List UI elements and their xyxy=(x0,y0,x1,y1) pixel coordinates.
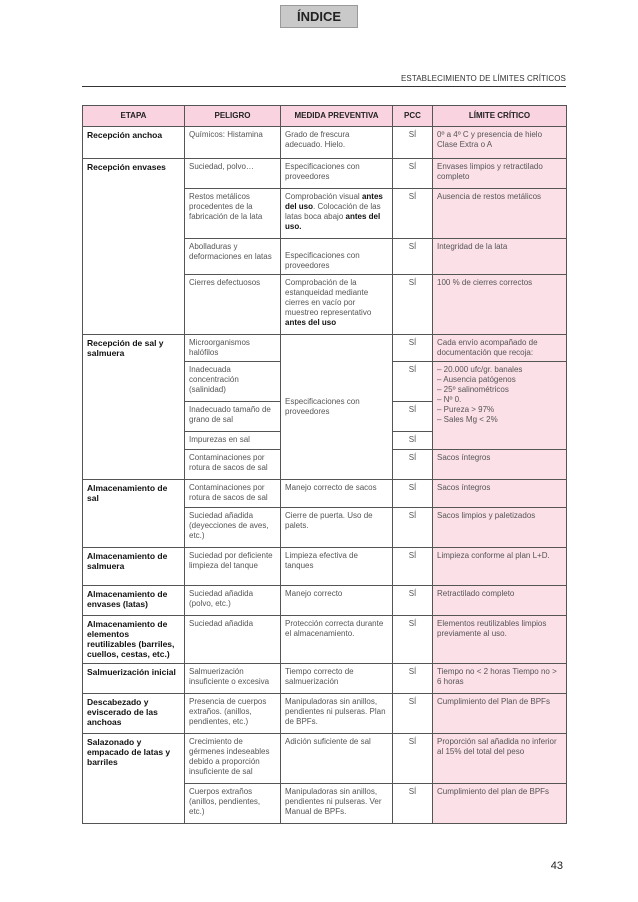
etapa-cell: Almacenamiento de elementos reutilizables (barriles, cuellos, cestas, etc.) xyxy=(83,616,185,664)
pcc-cell: SÍ xyxy=(393,480,433,508)
limite-cell: Proporción sal añadida no inferior al 15% del total del peso xyxy=(433,734,567,784)
medida-cell: Especificaciones con proveedores xyxy=(281,335,393,480)
limite-cell: Ausencia de restos metálicos xyxy=(433,189,567,239)
limite-cell: Cumplimiento del Plan de BPFs xyxy=(433,694,567,734)
table-row xyxy=(83,664,567,694)
pcc-cell: SÍ xyxy=(393,159,433,189)
medida-cell: Grado de frescura adecuado. Hielo. xyxy=(281,127,393,159)
medida-emphasis: antes del uso. xyxy=(285,212,381,231)
peligro-cell: Químicos: Histamina xyxy=(185,127,281,159)
pcc-cell: SÍ xyxy=(393,450,433,480)
limite-cell: Cada envío acompañado de documentación que recoja: xyxy=(433,335,567,362)
index-button[interactable]: ÍNDICE xyxy=(280,5,358,28)
pcc-cell: SÍ xyxy=(393,189,433,239)
limite-list-item: – Ausencia patógenos xyxy=(437,375,516,384)
peligro-cell: Microorganismos halófilos xyxy=(185,335,281,362)
peligro-cell: Crecimiento de gérmenes indeseables debido a proporción insuficiente de sal xyxy=(185,734,281,784)
column-header-pcc: PCC xyxy=(393,106,433,127)
medida-cell xyxy=(281,189,393,239)
limite-cell: Retractilado completo xyxy=(433,586,567,616)
critical-limits-table xyxy=(82,105,567,824)
table-row xyxy=(83,616,567,664)
limite-cell: 100 % de cierres correctos xyxy=(433,275,567,335)
pcc-cell: SÍ xyxy=(393,335,433,362)
limite-cell: Envases limpios y retractilado completo xyxy=(433,159,567,189)
pcc-cell: SÍ xyxy=(393,548,433,586)
pcc-cell: SÍ xyxy=(393,616,433,664)
limite-cell: Elementos reutilizables limpios previamente al uso. xyxy=(433,616,567,664)
peligro-cell: Salmuerización insuficiente o excesiva xyxy=(185,664,281,694)
pcc-cell: SÍ xyxy=(393,275,433,335)
table-row xyxy=(83,335,567,362)
medida-cell: Manipuladoras sin anillos, pendientes ni pulseras. Ver Manual de BPFs. xyxy=(281,784,393,824)
medida-cell: Manipuladoras sin anillos, pendientes ni pulseras. Plan de BPFs. xyxy=(281,694,393,734)
peligro-cell: Suciedad por deficiente limpieza del tanque xyxy=(185,548,281,586)
medida-cell: Especificaciones con proveedores xyxy=(281,239,393,275)
table-row xyxy=(83,586,567,616)
peligro-cell: Suciedad añadida (polvo, etc.) xyxy=(185,586,281,616)
medida-cell xyxy=(281,275,393,335)
peligro-cell: Cierres defectuosos xyxy=(185,275,281,335)
pcc-cell: SÍ xyxy=(393,362,433,402)
limite-cell: Limpieza conforme al plan L+D. xyxy=(433,548,567,586)
medida-cell: Protección correcta durante el almacenamiento. xyxy=(281,616,393,664)
etapa-cell: Almacenamiento de salmuera xyxy=(83,548,185,586)
table-row xyxy=(83,159,567,189)
etapa-cell: Recepción de sal y salmuera xyxy=(83,335,185,480)
peligro-cell: Impurezas en sal xyxy=(185,432,281,450)
page-number: 43 xyxy=(550,860,563,872)
peligro-cell: Inadecuado tamaño de grano de sal xyxy=(185,402,281,432)
etapa-cell: Salmuerización inicial xyxy=(83,664,185,694)
pcc-cell: SÍ xyxy=(393,694,433,734)
table-row xyxy=(83,127,567,159)
etapa-cell: Recepción anchoa xyxy=(83,127,185,159)
limite-list-item: – Nº 0. xyxy=(437,395,462,404)
peligro-cell: Abolladuras y deformaciones en latas xyxy=(185,239,281,275)
pcc-cell: SÍ xyxy=(393,127,433,159)
limite-cell: Sacos limpios y paletizados xyxy=(433,508,567,548)
medida-cell: Manejo correcto xyxy=(281,586,393,616)
column-header-peligro: PELIGRO xyxy=(185,106,281,127)
limite-cell: 0º a 4º C y presencia de hielo Clase Extra o A xyxy=(433,127,567,159)
medida-cell: Adición suficiente de sal xyxy=(281,734,393,784)
limite-cell: Tiempo no < 2 horas Tiempo no > 6 horas xyxy=(433,664,567,694)
column-header-limite: LÍMITE CRÍTICO xyxy=(433,106,567,127)
limite-list-item: – 20.000 ufc/gr. banales xyxy=(437,365,523,374)
peligro-cell: Presencia de cuerpos extraños. (anillos, pendientes, etc.) xyxy=(185,694,281,734)
peligro-cell: Cuerpos extraños (anillos, pendientes, etc.) xyxy=(185,784,281,824)
column-header-medida: MEDIDA PREVENTIVA xyxy=(281,106,393,127)
pcc-cell: SÍ xyxy=(393,239,433,275)
peligro-cell: Contaminaciones por rotura de sacos de sal xyxy=(185,480,281,508)
etapa-cell: Almacenamiento de sal xyxy=(83,480,185,548)
medida-text: Comprobación de la estanqueidad mediante cierres en vacío por muestreo representativo xyxy=(285,278,372,317)
medida-cell: Manejo correcto de sacos xyxy=(281,480,393,508)
limite-list-item: – 25º salinométricos xyxy=(437,385,509,394)
table-row xyxy=(83,548,567,586)
table-row xyxy=(83,694,567,734)
medida-cell: Especificaciones con proveedores xyxy=(281,159,393,189)
limite-cell: Cumplimiento del plan de BPFs xyxy=(433,784,567,824)
pcc-cell: SÍ xyxy=(393,402,433,432)
peligro-cell: Suciedad añadida (deyecciones de aves, etc.) xyxy=(185,508,281,548)
medida-cell: Tiempo correcto de salmuerización xyxy=(281,664,393,694)
etapa-cell: Almacenamiento de envases (latas) xyxy=(83,586,185,616)
pcc-cell: SÍ xyxy=(393,784,433,824)
peligro-cell: Inadecuada concentración (salinidad) xyxy=(185,362,281,402)
medida-text: Comprobación visual xyxy=(285,192,362,201)
pcc-cell: SÍ xyxy=(393,586,433,616)
medida-emphasis: antes del uso xyxy=(285,318,337,327)
medida-emphasis: antes del uso xyxy=(285,192,383,211)
section-divider xyxy=(82,86,566,87)
medida-text: . Colocación de las latas boca abajo xyxy=(285,202,381,221)
table-row xyxy=(83,734,567,784)
pcc-cell: SÍ xyxy=(393,664,433,694)
peligro-cell: Restos metálicos procedentes de la fabricación de la lata xyxy=(185,189,281,239)
table-header-row xyxy=(83,106,567,127)
pcc-cell: SÍ xyxy=(393,508,433,548)
peligro-cell: Contaminaciones por rotura de sacos de sal xyxy=(185,450,281,480)
peligro-cell: Suciedad añadida xyxy=(185,616,281,664)
etapa-cell: Recepción envases xyxy=(83,159,185,335)
etapa-cell: Descabezado y eviscerado de las anchoas xyxy=(83,694,185,734)
limite-list-item: – Pureza > 97% xyxy=(437,405,495,414)
peligro-cell: Suciedad, polvo… xyxy=(185,159,281,189)
section-title: ESTABLECIMIENTO DE LÍMITES CRÍTICOS xyxy=(400,74,566,83)
limite-cell: Integridad de la lata xyxy=(433,239,567,275)
etapa-cell: Salazonado y empacado de latas y barriles xyxy=(83,734,185,824)
pcc-cell: SÍ xyxy=(393,734,433,784)
table-row xyxy=(83,480,567,508)
limite-list-cell xyxy=(433,362,567,450)
limite-list-item: – Sales Mg < 2% xyxy=(437,415,498,424)
medida-cell: Cierre de puerta. Uso de palets. xyxy=(281,508,393,548)
medida-cell: Limpieza efectiva de tanques xyxy=(281,548,393,586)
limite-cell: Sacos íntegros xyxy=(433,480,567,508)
column-header-etapa: ETAPA xyxy=(83,106,185,127)
pcc-cell: SÍ xyxy=(393,432,433,450)
limite-cell: Sacos íntegros xyxy=(433,450,567,480)
